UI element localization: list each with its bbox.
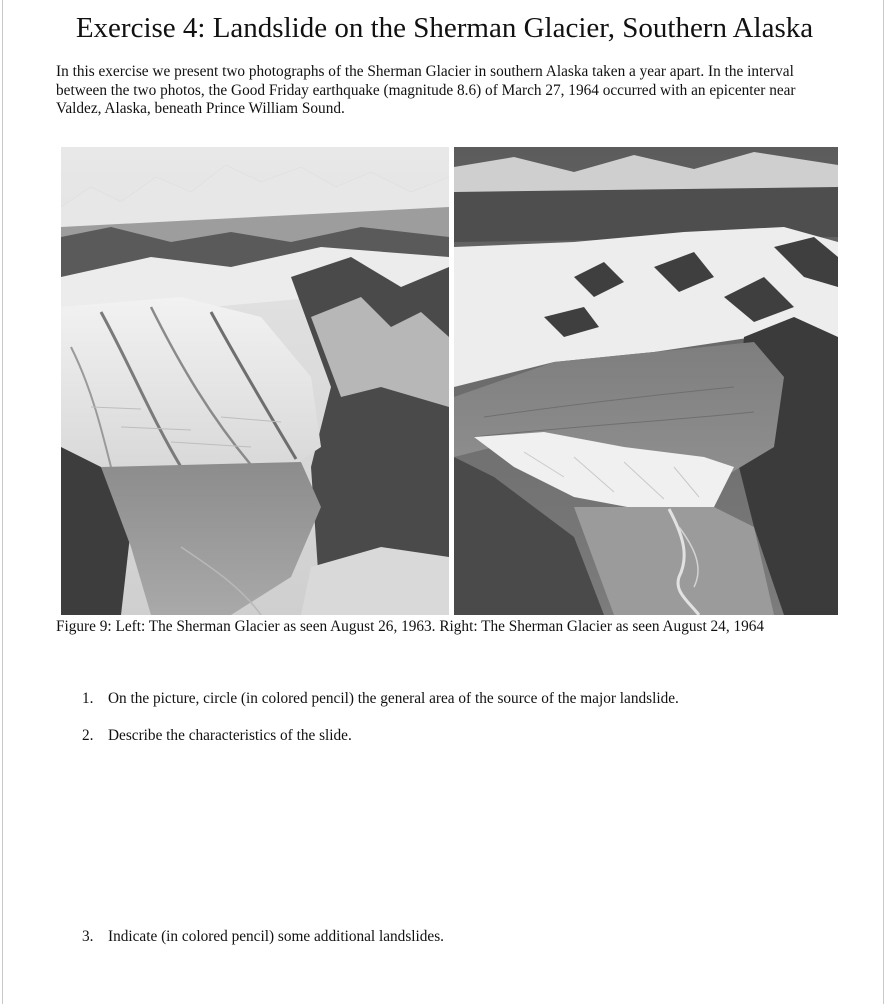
question-3-text: Indicate (in colored pencil) some additional landslides. — [108, 928, 445, 945]
page-edge-left — [2, 0, 3, 1004]
question-2-text: Describe the characteristics of the slide. — [108, 727, 352, 744]
photo-glacier-1963 — [61, 147, 449, 615]
photo-glacier-1964 — [454, 147, 838, 615]
question-1-number: 1. — [82, 690, 94, 707]
question-3 — [82, 927, 444, 946]
question-2 — [82, 726, 352, 745]
question-3-number: 3. — [82, 928, 94, 945]
page-title: Exercise 4: Landslide on the Sherman Glacier, Southern Alaska — [75, 12, 814, 44]
question-1-text: On the picture, circle (in colored pencil) the general area of the source of the major landslide. — [108, 690, 679, 707]
question-1 — [82, 689, 679, 708]
figure-caption: Figure 9: Left: The Sherman Glacier as seen August 26, 1963. Right: The Sherman Glacier as seen August 24, 1964 — [56, 618, 765, 635]
intro-paragraph: In this exercise we present two photographs of the Sherman Glacier in southern Alaska taken a year apart. In the interval between the two photos, the Good Friday earthquake (magnitude 8.6) of March 27, 1964 occurred with an epicenter near Valdez, Alaska, beneath Prince William Sound. — [56, 63, 796, 117]
page-edge-right — [883, 0, 884, 1004]
question-2-number: 2. — [82, 727, 94, 744]
